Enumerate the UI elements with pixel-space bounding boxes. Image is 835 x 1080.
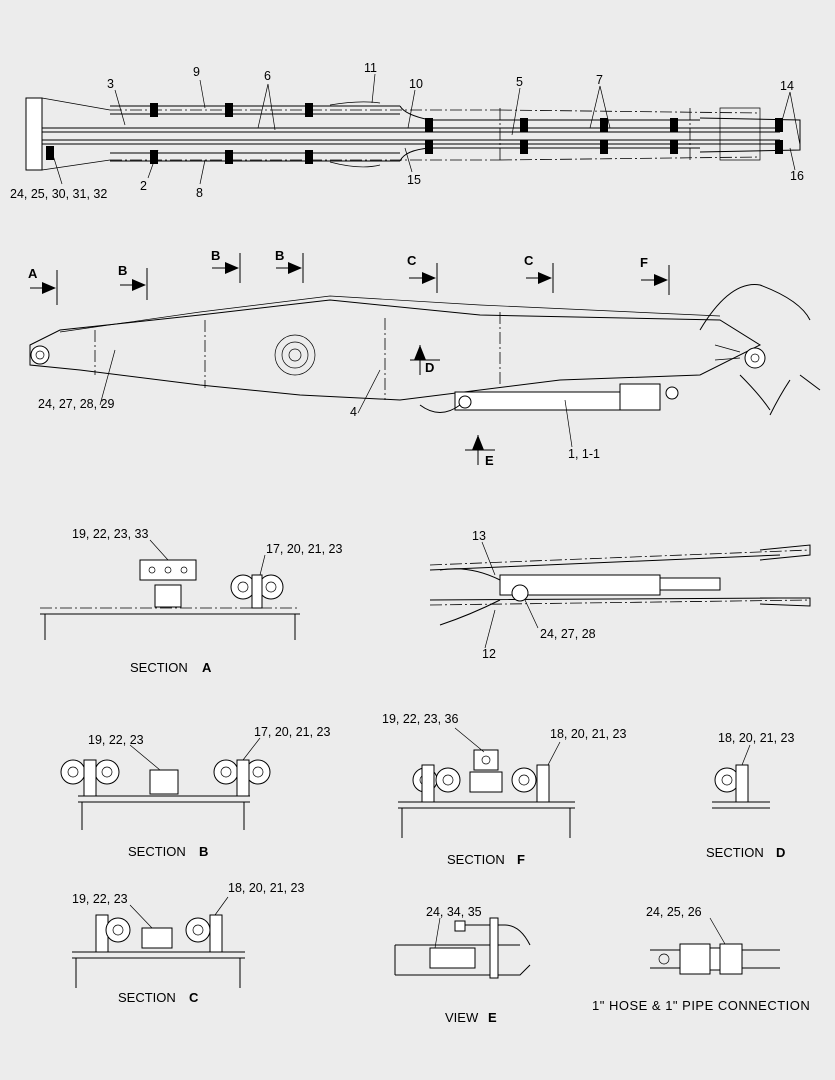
callout: 12 [482, 647, 496, 661]
callout: 18, 20, 21, 23 [228, 881, 305, 895]
view-title: VIEW [445, 1010, 479, 1025]
callout: 8 [196, 186, 203, 200]
section-d [706, 731, 795, 860]
callout: 1, 1-1 [568, 447, 600, 461]
callout: 19, 22, 23 [88, 733, 144, 747]
section-c [72, 881, 305, 1005]
top-view-callouts [10, 61, 804, 201]
callout: 16 [790, 169, 804, 183]
callout: 17, 20, 21, 23 [266, 542, 343, 556]
callout: 7 [596, 73, 603, 87]
side-view-labels [28, 248, 648, 468]
callout: 6 [264, 69, 271, 83]
view-e [395, 905, 530, 1025]
callout: 3 [107, 77, 114, 91]
marker-letter: C [524, 253, 534, 268]
callout: 5 [516, 75, 523, 89]
callout: 18, 20, 21, 23 [550, 727, 627, 741]
callout: 11 [364, 61, 377, 75]
callout: 24, 25, 26 [646, 905, 702, 919]
section-title: SECTION [128, 844, 186, 859]
callout: 9 [193, 65, 200, 79]
section-b [61, 725, 331, 859]
section-letter: A [202, 660, 212, 675]
section-markers [30, 253, 669, 465]
callout: 19, 22, 23, 33 [72, 527, 149, 541]
section-letter: D [776, 845, 786, 860]
callout: 18, 20, 21, 23 [718, 731, 795, 745]
callout: 19, 22, 23, 36 [382, 712, 459, 726]
section-title: SECTION [447, 852, 505, 867]
section-a [40, 527, 343, 675]
section-letter: F [517, 852, 525, 867]
callout: 17, 20, 21, 23 [254, 725, 331, 739]
callout: 2 [140, 179, 147, 193]
cylinder-detail [430, 529, 810, 661]
callout: 14 [780, 79, 794, 93]
view-letter: E [488, 1010, 497, 1025]
section-title: SECTION [706, 845, 764, 860]
marker-letter: B [118, 263, 128, 278]
marker-letter: D [425, 360, 435, 375]
callout: 19, 22, 23 [72, 892, 128, 906]
callout: 10 [409, 77, 423, 91]
section-letter: B [199, 844, 209, 859]
marker-letter: B [275, 248, 285, 263]
callout: 24, 25, 30, 31, 32 [10, 187, 108, 201]
marker-letter: A [28, 266, 38, 281]
marker-letter: B [211, 248, 221, 263]
section-f [382, 712, 627, 867]
marker-letter: F [640, 255, 648, 270]
side-view-boom [30, 253, 820, 465]
section-title: SECTION [130, 660, 188, 675]
callout: 4 [350, 405, 357, 419]
marker-letter: E [485, 453, 494, 468]
section-title: SECTION [118, 990, 176, 1005]
connection-caption: 1" HOSE & 1" PIPE CONNECTION [592, 998, 811, 1013]
callout: 24, 27, 28 [540, 627, 596, 641]
marker-letter: C [407, 253, 417, 268]
hose-connection-detail [592, 905, 810, 1013]
callout: 13 [472, 529, 486, 543]
callout: 24, 27, 28, 29 [38, 397, 115, 411]
section-letter: C [189, 990, 199, 1005]
callout: 15 [407, 173, 421, 187]
callout: 24, 34, 35 [426, 905, 482, 919]
